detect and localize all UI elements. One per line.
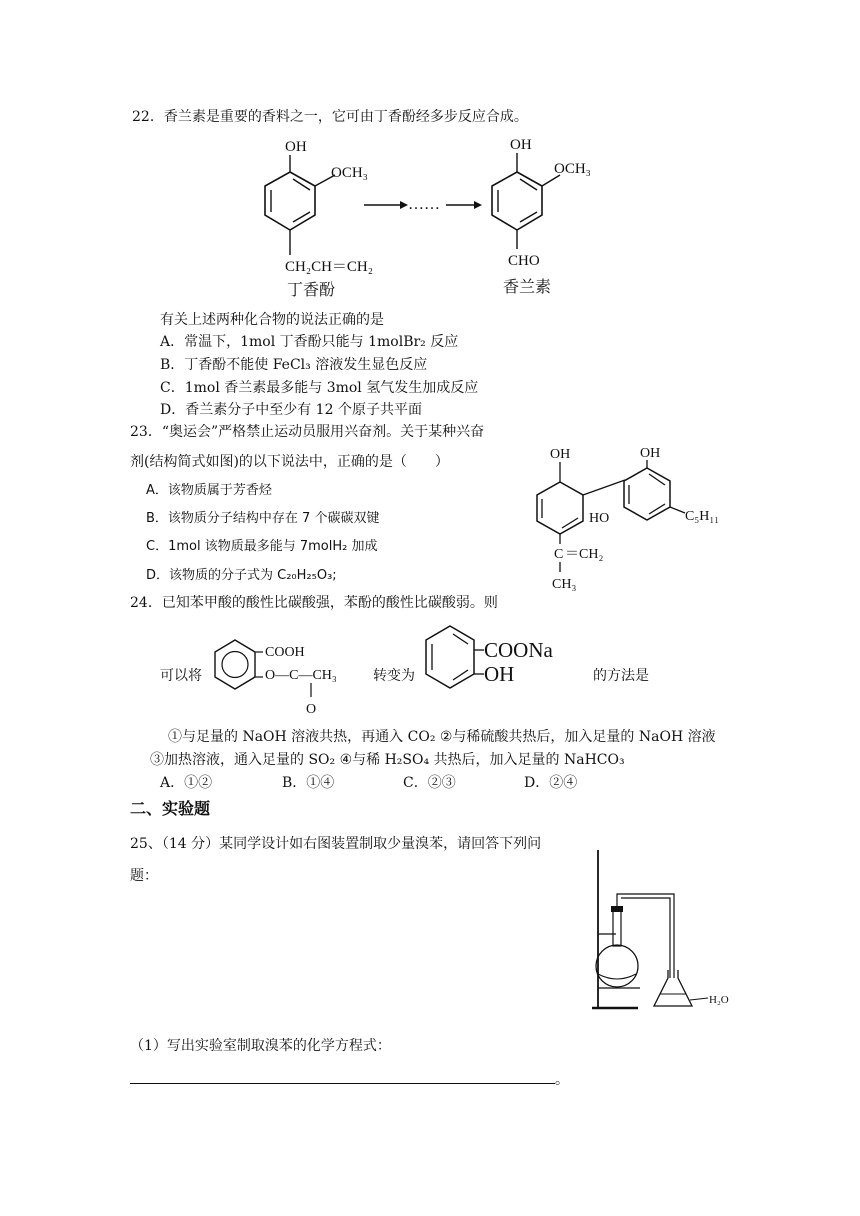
- vanillin-och3: OCH₃: [554, 161, 591, 177]
- q24-option-b: B．①④: [282, 775, 335, 791]
- apparatus-diagram: [588, 848, 748, 1018]
- q23-option-c: C．1mol 该物质最多能与 7molH₂ 加成: [146, 539, 378, 554]
- answer-line: [130, 1083, 555, 1084]
- eugenol-och3: OCH₃: [331, 165, 368, 181]
- vanillin-structure: [480, 135, 630, 285]
- product-coona: COONa: [484, 638, 553, 662]
- stimulant-structure: [525, 440, 745, 600]
- q24-stem: 24．已知苯甲酸的酸性比碳酸强，苯酚的酸性比碳酸弱。则: [130, 595, 498, 611]
- q23-option-a: A．该物质属于芳香烃: [146, 483, 272, 498]
- reaction-arrow: [362, 196, 492, 216]
- q25-sub1: （1）写出实验室制取溴苯的化学方程式：: [130, 1038, 391, 1054]
- vanillin-name: 香兰素: [503, 277, 552, 296]
- eugenol-name: 丁香酚: [287, 280, 336, 299]
- answer-line-end: 。: [555, 1072, 569, 1088]
- vanillin-cho: CHO: [508, 253, 540, 269]
- q22-option-a: A．常温下，1mol 丁香酚只能与 1molBr₂ 反应: [160, 334, 459, 350]
- q23-stem-2: 剂(结构简式如图)的以下说法中，正确的是（ ）: [130, 454, 449, 470]
- q22-option-c: C．1mol 香兰素最多能与 3mol 氢气发生加成反应: [160, 380, 479, 396]
- q24-can: 可以将: [160, 668, 202, 684]
- aspirin-carbonyl-o: O: [306, 702, 317, 717]
- eugenol-oh: OH: [285, 139, 307, 155]
- stimulant-ch2: ＝CH₂: [565, 547, 604, 562]
- q24-convert: 转变为: [373, 668, 415, 684]
- q25-stem-2: 题：: [130, 868, 158, 884]
- stimulant-oh-left: OH: [550, 447, 571, 462]
- q22-stem: 22．香兰素是重要的香料之一，它可由丁香酚经多步反应合成。: [132, 109, 528, 125]
- stimulant-oh-right: OH: [640, 446, 661, 461]
- q23-option-d: D．该物质的分子式为 C₂₀H₂₅O₃;: [146, 568, 337, 583]
- q24-option-a: A．①②: [160, 775, 213, 791]
- product-structure: [420, 622, 600, 702]
- q23-option-b: B．该物质分子结构中存在 7 个碳碳双键: [146, 511, 380, 526]
- q24-option-c: C．②③: [403, 775, 456, 791]
- section-title: 二、实验题: [130, 799, 211, 818]
- q22-option-b: B．丁香酚不能使 FeCl₃ 溶液发生显色反应: [160, 357, 428, 373]
- vanillin-oh: OH: [510, 137, 532, 153]
- q23-stem-1: 23．“奥运会”严格禁止运动员服用兴奋剂。关于某种兴奋: [130, 424, 485, 440]
- arrow-dots: ……: [408, 196, 440, 213]
- stimulant-c5h11: C₅H₁₁: [685, 509, 720, 524]
- apparatus-h2o: H₂O: [709, 994, 729, 1006]
- stimulant-ch3: CH₃: [552, 577, 577, 592]
- q22-question: 有关上述两种化合物的说法正确的是: [160, 312, 384, 328]
- q24-methods-2: ③加热溶液，通入足量的 SO₂ ④与稀 H₂SO₄ 共热后，加入足量的 NaHCO₃: [150, 752, 625, 768]
- q24-method: 的方法是: [593, 668, 649, 684]
- eugenol-chain: CH₂CH＝CH₂: [285, 259, 373, 275]
- q24-methods-1: ①与足量的 NaOH 溶液共热，再通入 CO₂ ②与稀硫酸共热后，加入足量的 NaOH 溶液: [168, 729, 716, 745]
- aspirin-cooh: COOH: [265, 645, 305, 660]
- q25-stem-1: 25、（14 分）某同学设计如右图装置制取少量溴苯，请回答下列问: [130, 836, 542, 852]
- q24-option-d: D．②④: [524, 775, 578, 791]
- stimulant-c: C: [554, 547, 564, 562]
- aspirin-ester: O—C—CH₃: [265, 668, 337, 683]
- stimulant-ho: HO: [589, 511, 610, 526]
- q22-option-d: D．香兰素分子中至少有 12 个原子共平面: [160, 402, 422, 418]
- product-oh: OH: [484, 662, 515, 686]
- aspirin-structure: [205, 635, 375, 720]
